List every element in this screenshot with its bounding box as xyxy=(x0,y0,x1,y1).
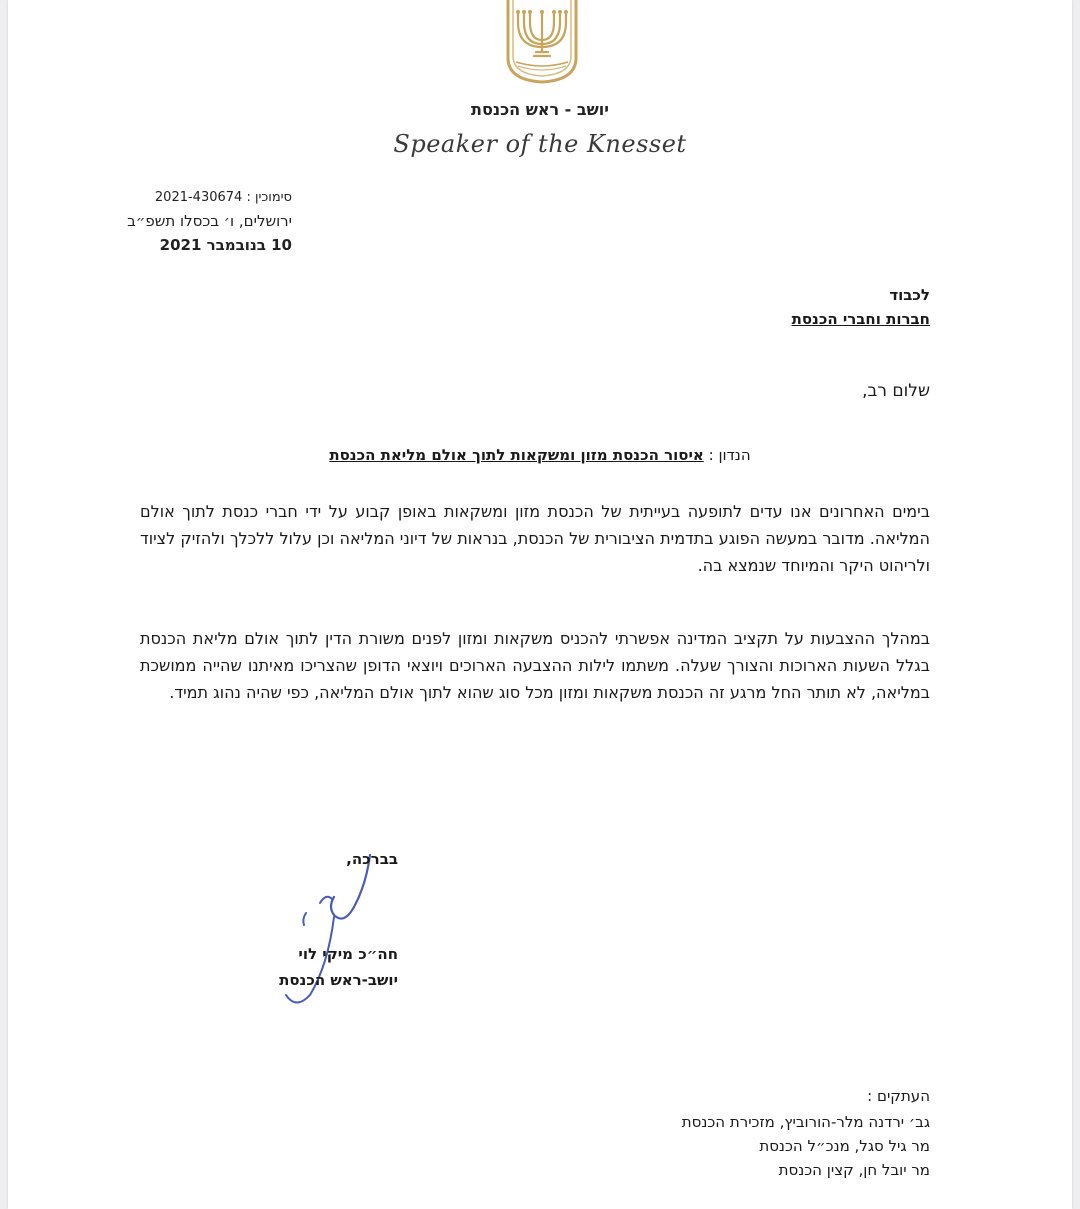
signatory-role: יושב-ראש הכנסת xyxy=(279,971,398,989)
letter-page xyxy=(8,0,1072,1209)
subject-line xyxy=(8,446,1072,464)
body-paragraph: בימים האחרונים אנו עדים לתופעה בעייתית של הכנסת מזון ומשקאות באופן קבוע על ידי חברי כנסת לתוך אולם המליאה. מדובר במעשה הפוגע בתדמית הציבורית של הכנסת, בנראות של דיוני המליאה וכן עלול ללכלך ולהזיק לציוד ולריהוט היקר והמיוחד שנמצא בה. xyxy=(140,502,930,575)
cc-label: העתקים : xyxy=(867,1087,930,1105)
signatory-name: חה״כ מיקי לוי xyxy=(298,945,398,963)
cc-item: מר גיל סגל, מנכ״ל הכנסת xyxy=(759,1137,930,1155)
body-paragraph: במהלך ההצבעות על תקציב המדינה אפשרתי להכניס משקאות ומזון לפנים משורת הדין לתוך אולם מליאת הכנסת בגלל השעות הארוכות והצורך שעלה. משתמו לילות ההצבעה הארוכים ויוצאי הדופן שהצריכו מאיתנו שהייה ממושכת במליאה, לא תותר החל מרגע זה הכנסת משקאות ומזון מכל סוג שהוא לתוך אולם המליאה, כפי שהיה נהוג תמיד. xyxy=(140,629,930,702)
gregorian-date: 10 בנובמבר 2021 xyxy=(159,236,292,254)
menorah-emblem-icon xyxy=(502,0,582,84)
reference-number: סימוכין : 2021-430674 xyxy=(154,190,292,205)
subject-text: איסור הכנסת מזון ומשקאות לתוך אולם מליאת הכנסת xyxy=(329,446,704,464)
cc-item: מר יובל חן, קצין הכנסת xyxy=(778,1161,930,1179)
letterhead-subtitle: Speaker of the Knesset xyxy=(393,130,687,158)
recipient-name: חברות וחברי הכנסת xyxy=(791,310,930,328)
greeting: שלום רב, xyxy=(862,381,930,401)
subject-label: הנדון : xyxy=(708,446,751,464)
hebrew-date: ירושלים, ו׳ בכסלו תשפ״ב xyxy=(127,212,292,230)
cc-item: גב׳ ירדנה מלר-הורוביץ, מזכירת הכנסת xyxy=(681,1113,930,1131)
letterhead-title: יושב - ראש הכנסת xyxy=(471,100,609,119)
signature-closing: בברכה, xyxy=(346,850,398,868)
signature-block xyxy=(248,845,398,1020)
recipient-label: לכבוד xyxy=(889,286,930,304)
handwritten-signature-icon xyxy=(248,845,398,1020)
